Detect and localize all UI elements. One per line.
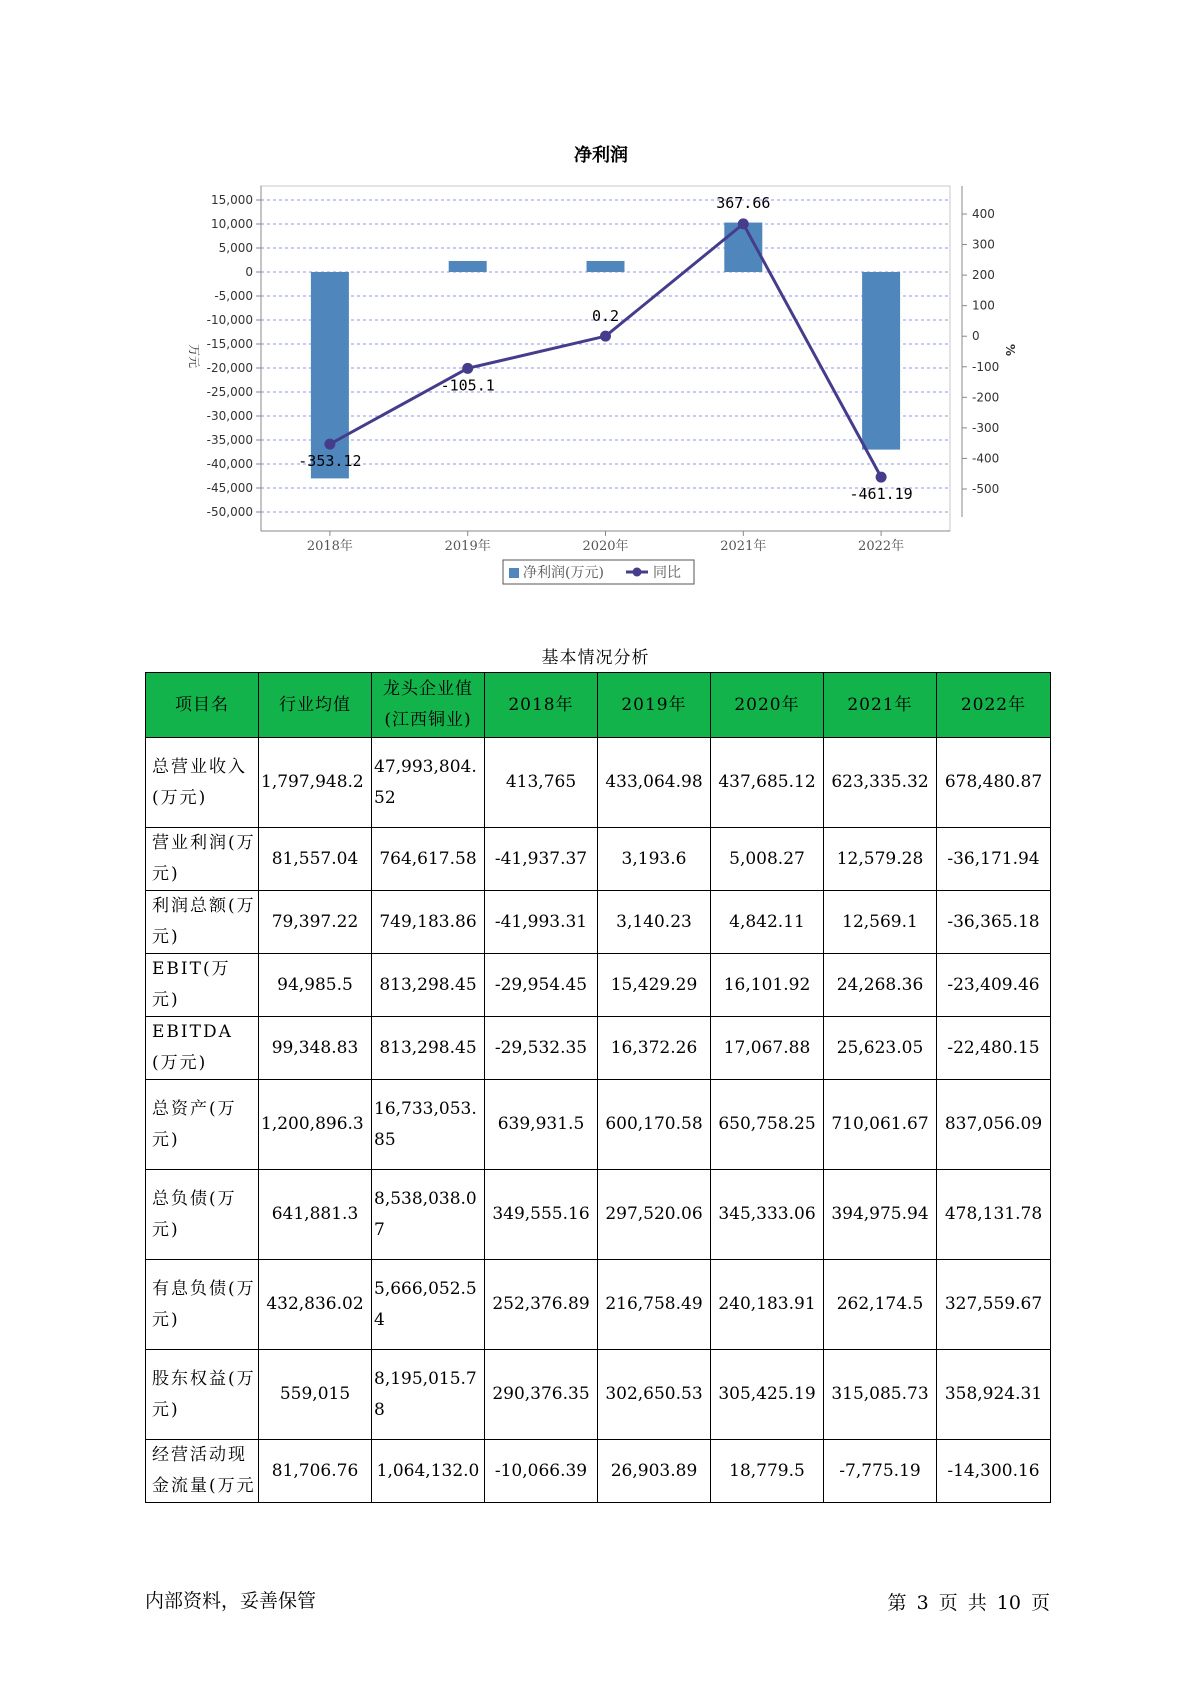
table-row: [146, 1170, 1051, 1260]
table-row: [146, 1017, 1051, 1080]
right-tick-label: 100: [972, 298, 995, 313]
header-cell: 项目名: [146, 673, 259, 738]
chart-svg: [0, 0, 1191, 600]
table-cell: 327,559.67: [937, 1260, 1051, 1350]
yoy-data-label: 367.66: [716, 193, 771, 212]
table-cell: 302,650.53: [598, 1350, 711, 1440]
table-cell: 24,268.36: [824, 954, 937, 1017]
chart-title: 净利润: [574, 145, 628, 166]
right-tick-label: 0: [972, 329, 980, 344]
basic-analysis-table: [145, 672, 1051, 1503]
table-cell: 79,397.22: [259, 891, 372, 954]
right-tick-label: -200: [972, 390, 1000, 405]
table-cell: 26,903.89: [598, 1440, 711, 1503]
table-cell: 623,335.32: [824, 738, 937, 828]
table-cell: 15,429.29: [598, 954, 711, 1017]
table-cell: 16,372.26: [598, 1017, 711, 1080]
table-cell: -23,409.46: [937, 954, 1051, 1017]
table-cell: -22,480.15: [937, 1017, 1051, 1080]
header-cell: 2019年: [598, 673, 711, 738]
table-cell: 813,298.45: [372, 1017, 485, 1080]
table-cell: 16,101.92: [711, 954, 824, 1017]
table-cell: 345,333.06: [711, 1170, 824, 1260]
x-tick-label: 2021年: [720, 539, 767, 554]
header-cell: 2018年: [485, 673, 598, 738]
table-header-row: [146, 673, 1051, 738]
table-cell: 764,617.58: [372, 828, 485, 891]
table-cell: 216,758.49: [598, 1260, 711, 1350]
left-tick-label: -35,000: [206, 433, 253, 447]
right-tick-label: -100: [972, 359, 1000, 374]
yoy-data-label: -461.19: [849, 485, 913, 504]
net-profit-bar: [587, 261, 625, 272]
yoy-data-label: 0.2: [591, 307, 620, 326]
left-tick-label: -45,000: [206, 481, 253, 495]
table-cell: 1,797,948.2: [259, 738, 372, 828]
table-cell: 358,924.31: [937, 1350, 1051, 1440]
legend-line-marker: [633, 568, 642, 577]
row-label-cell: 有息负债(万元): [146, 1260, 259, 1350]
table-cell: 813,298.45: [372, 954, 485, 1017]
x-tick-label: 2022年: [858, 539, 905, 554]
table-cell: 3,140.23: [598, 891, 711, 954]
row-label-cell: 营业利润(万元): [146, 828, 259, 891]
table-cell: 47,993,804.52: [372, 738, 485, 828]
row-label-cell: 总负债(万元): [146, 1170, 259, 1260]
table-row: [146, 1080, 1051, 1170]
table-cell: 16,733,053.85: [372, 1080, 485, 1170]
table-caption: 基本情况分析: [541, 648, 650, 668]
x-tick-label: 2020年: [582, 539, 629, 554]
footer-page-number: 第 3 页 共 10 页: [887, 1592, 1050, 1614]
table-cell: 12,579.28: [824, 828, 937, 891]
yoy-data-label: -105.1: [440, 376, 495, 395]
left-tick-label: 10,000: [211, 217, 253, 231]
right-tick-label: -300: [972, 420, 1000, 435]
yoy-point: [600, 331, 611, 342]
net-profit-bar: [862, 272, 900, 450]
table-cell: 1,200,896.3: [259, 1080, 372, 1170]
table-cell: 4,842.11: [711, 891, 824, 954]
table-cell: 305,425.19: [711, 1350, 824, 1440]
table-cell: 94,985.5: [259, 954, 372, 1017]
table-cell: -14,300.16: [937, 1440, 1051, 1503]
header-cell: 2020年: [711, 673, 824, 738]
yoy-data-label: -353.12: [298, 452, 362, 471]
left-tick-label: -50,000: [206, 505, 253, 519]
table-cell: -29,532.35: [485, 1017, 598, 1080]
right-tick-label: -400: [972, 451, 1000, 466]
table-cell: 8,195,015.78: [372, 1350, 485, 1440]
table-cell: 437,685.12: [711, 738, 824, 828]
table-row: [146, 828, 1051, 891]
table-cell: -36,171.94: [937, 828, 1051, 891]
table-cell: 252,376.89: [485, 1260, 598, 1350]
left-tick-label: 0: [245, 265, 253, 279]
table-row: [146, 954, 1051, 1017]
right-tick-label: 200: [972, 268, 995, 283]
left-tick-label: -20,000: [206, 361, 253, 375]
table-cell: 290,376.35: [485, 1350, 598, 1440]
table-row: [146, 1350, 1051, 1440]
footer-confidential-note: 内部资料，妥善保管: [145, 1590, 317, 1612]
row-label-cell: EBITDA(万元): [146, 1017, 259, 1080]
right-tick-label: 300: [972, 237, 995, 252]
table-cell: -41,993.31: [485, 891, 598, 954]
table-cell: 433,064.98: [598, 738, 711, 828]
table-cell: 559,015: [259, 1350, 372, 1440]
table-row: [146, 1260, 1051, 1350]
table-cell: -29,954.45: [485, 954, 598, 1017]
table-cell: 81,706.76: [259, 1440, 372, 1503]
table-row: [146, 1440, 1051, 1503]
left-axis-title: 万元: [187, 343, 201, 369]
net-profit-chart: [0, 0, 1191, 600]
left-tick-label: -15,000: [206, 337, 253, 351]
yoy-point: [462, 363, 473, 374]
plot-area: [261, 186, 950, 531]
table-cell: 1,064,132.0: [372, 1440, 485, 1503]
header-cell: 龙头企业值(江西铜业): [372, 673, 485, 738]
legend-label-net-profit: 净利润(万元): [523, 565, 604, 581]
table-cell: -36,365.18: [937, 891, 1051, 954]
table-cell: 432,836.02: [259, 1260, 372, 1350]
table-cell: -41,937.37: [485, 828, 598, 891]
table-cell: 17,067.88: [711, 1017, 824, 1080]
table-cell: 349,555.16: [485, 1170, 598, 1260]
table-cell: 297,520.06: [598, 1170, 711, 1260]
table-cell: 262,174.5: [824, 1260, 937, 1350]
right-axis-title: %: [1003, 343, 1017, 357]
table-cell: 5,008.27: [711, 828, 824, 891]
row-label-cell: EBIT(万元): [146, 954, 259, 1017]
table-cell: 8,538,038.07: [372, 1170, 485, 1260]
table-cell: 18,779.5: [711, 1440, 824, 1503]
legend-bar-swatch: [509, 568, 519, 578]
net-profit-bar: [449, 261, 487, 272]
left-tick-label: -25,000: [206, 385, 253, 399]
table-cell: 650,758.25: [711, 1080, 824, 1170]
left-tick-label: 15,000: [211, 193, 253, 207]
table-cell: 749,183.86: [372, 891, 485, 954]
table-row: [146, 738, 1051, 828]
row-label-cell: 总资产(万元): [146, 1080, 259, 1170]
header-cell: 2021年: [824, 673, 937, 738]
table-cell: -10,066.39: [485, 1440, 598, 1503]
table-cell: 394,975.94: [824, 1170, 937, 1260]
table-cell: 81,557.04: [259, 828, 372, 891]
row-label-cell: 股东权益(万元): [146, 1350, 259, 1440]
table-cell: 837,056.09: [937, 1080, 1051, 1170]
left-tick-label: -40,000: [206, 457, 253, 471]
table-cell: 25,623.05: [824, 1017, 937, 1080]
table-cell: 413,765: [485, 738, 598, 828]
table-cell: 678,480.87: [937, 738, 1051, 828]
right-tick-label: -500: [972, 482, 1000, 496]
table-cell: -7,775.19: [824, 1440, 937, 1503]
left-tick-label: 5,000: [218, 241, 253, 255]
x-tick-label: 2019年: [444, 539, 491, 554]
row-label-cell: 利润总额(万元): [146, 891, 259, 954]
table-cell: 315,085.73: [824, 1350, 937, 1440]
table-cell: 641,881.3: [259, 1170, 372, 1260]
table-cell: 639,931.5: [485, 1080, 598, 1170]
table-cell: 600,170.58: [598, 1080, 711, 1170]
x-tick-label: 2018年: [306, 539, 353, 554]
left-tick-label: -5,000: [214, 289, 253, 303]
header-cell: 2022年: [937, 673, 1051, 738]
right-tick-label: 400: [972, 207, 995, 221]
table-cell: 12,569.1: [824, 891, 937, 954]
table-cell: 478,131.78: [937, 1170, 1051, 1260]
table-row: [146, 891, 1051, 954]
yoy-point: [324, 439, 335, 450]
row-label-cell: 总营业收入(万元): [146, 738, 259, 828]
table-cell: 240,183.91: [711, 1260, 824, 1350]
left-tick-label: -10,000: [206, 313, 253, 327]
left-tick-label: -30,000: [206, 409, 253, 423]
yoy-point: [876, 472, 887, 483]
legend-label-yoy: 同比: [653, 565, 681, 581]
table-body: [146, 738, 1051, 1503]
table-cell: 5,666,052.54: [372, 1260, 485, 1350]
table-cell: 710,061.67: [824, 1080, 937, 1170]
table-cell: 3,193.6: [598, 828, 711, 891]
yoy-point: [738, 218, 749, 229]
row-label-cell: 经营活动现金流量(万元: [146, 1440, 259, 1503]
header-cell: 行业均值: [259, 673, 372, 738]
table-cell: 99,348.83: [259, 1017, 372, 1080]
